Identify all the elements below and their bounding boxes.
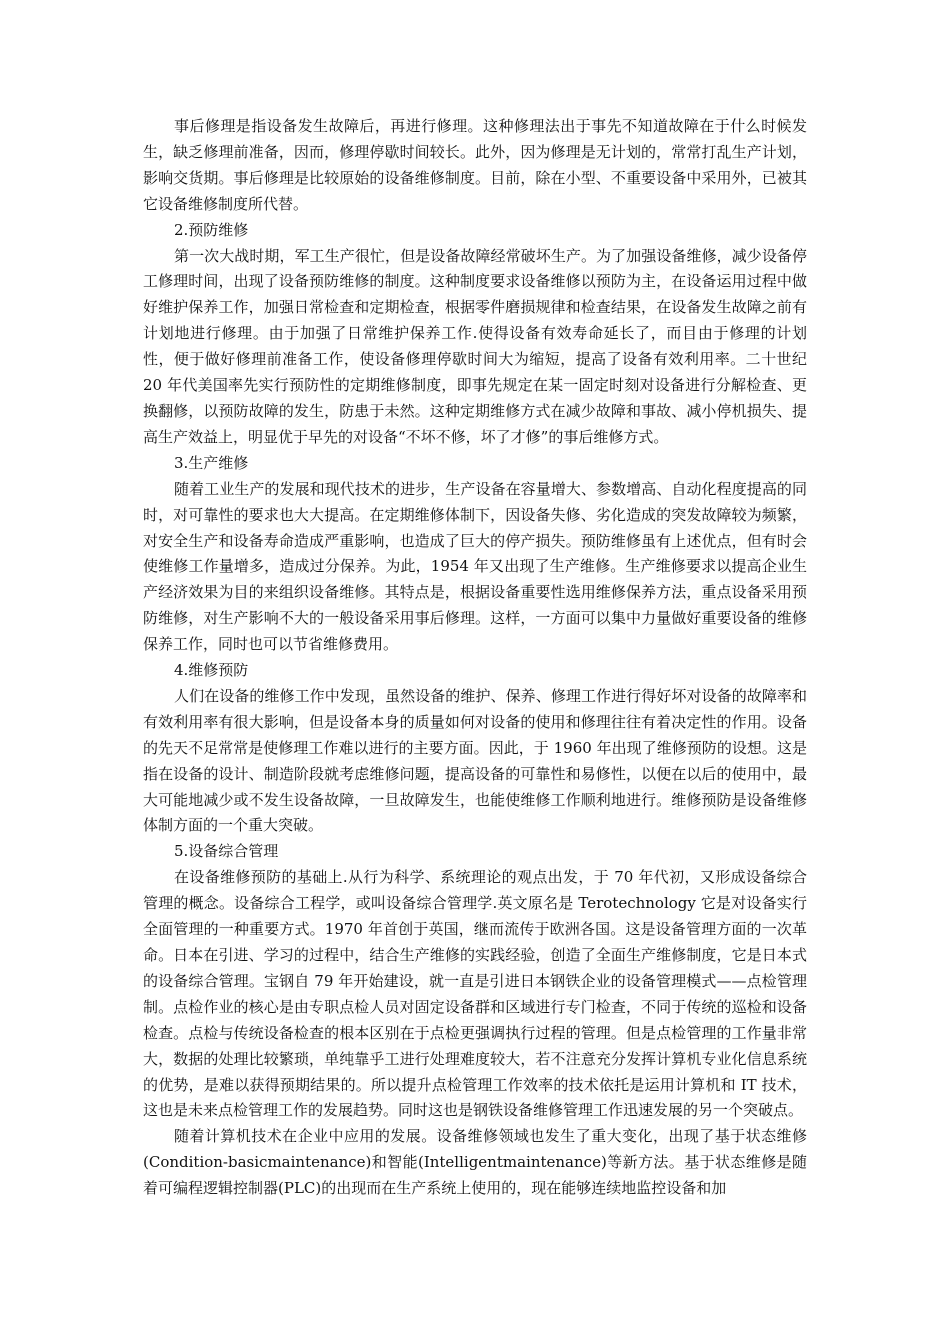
paragraph-computer-based-maintenance: 随着计算机技术在企业中应用的发展。设备维修领域也发生了重大变化，出现了基于状态维修(Condition-basicmaintenance)和智能(Intelligentmaintenance)等新方法。基于状态维修是随着可编程逻辑控制器(PLC)的出现而在生产系统上使用的，现在能够连续地监控设备和加 (143, 1127, 807, 1198)
paragraph-preventive-maintenance: 第一次大战时期，军工生产很忙，但是设备故障经常破坏生产。为了加强设备维修，减少设备停工修理时间，出现了设备预防维修的制度。这种制度要求设备维修以预防为主，在设备运用过程中做好维护保养工作，加强日常检查和定期检查，根据零件磨损规律和检查结果，在设备发生故障之前有计划地进行修理。由于加强了日常维护保养工作.使得设备有效寿命延长了，而目由于修理的计划性，便于做好修理前准备工作，使设备修理停歇时间大为缩短，提高了设备有效利用率。二十世纪 20 年代美国率先实行预防性的定期维修制度，即事先规定在某一固定时刻对设备进行分解检查、更换翻修，以预防故障的发生，防患于未然。这种定期维修方式在减少故障和事故、减小停机损失、提高生产效益上，明显优于早先的对设备“不坏不修，坏了才修”的事后维修方式。 (143, 246, 807, 446)
paragraph-comprehensive-management: 在设备维修预防的基础上.从行为科学、系统理论的观点出发，于 70 年代初，又形成设备综合管理的概念。设备综合工程学，或叫设备综合管理学.英文原名是 Terotechnology 它是对设备实行全面管理的一种重要方式。1970 年首创于英国，继而流传于欧洲各国。这是设备管理方面的一次革命。日本在引进、学习的过程中，结合生产维修的实践经验，创造了全面生产维修制度，它是日本式的设备综合管理。宝钢自 79 年开始建设，就一直是引进日本钢铁企业的设备管理模式——点检管理制。点检作业的核心是由专职点检人员对固定设备群和区域进行专门检查，不同于传统的巡检和设备检查。点检与传统设备检查的根本区别在于点检更强调执行过程的管理。但是点检管理的工作量非常大，数据的处理比较繁琐，单纯靠乎工进行处理难度较大，若不注意充分发挥计算机专业化信息系统的优势，是难以获得预期结果的。所以提升点检管理工作效率的技术依托是运用计算机和 IT 技术，这也是未来点检管理工作的发展趋势。同时这也是钢铁设备维修管理工作迅速发展的另一个突破点。 (143, 868, 807, 1120)
section-heading-productive-maintenance: 3.生产维修 (174, 453, 249, 472)
paragraph-maintenance-prevention: 人们在设备的维修工作中发现，虽然设备的维护、保养、修理工作进行得好坏对设备的故障率和有效利用率有很大影响，但是设备本身的质量如何对设备的使用和修理往往有着决定性的作用。设备的先天不足常常是使修理工作难以进行的主要方面。因此，于 1960 年出现了维修预防的设想。这是指在设备的设计、制造阶段就考虑维修问题，提高设备的可靠性和易修性，以便在以后的使用中，最大可能地减少或不发生设备故障，一旦故障发生，也能使维修工作顺利地进行。维修预防是设备维修体制方面的一个重大突破。 (143, 686, 807, 835)
paragraph-productive-maintenance: 随着工业生产的发展和现代技术的进步，生产设备在容量增大、参数增高、自动化程度提高的同时，对可靠性的要求也大大提高。在定期维修体制下，因设备失修、劣化造成的突发故障较为频繁，对安全生产和设备寿命造成严重影响，也造成了巨大的停产损失。预防维修虽有上述优点，但有时会使维修工作量增多，造成过分保养。为此，1954 年又出现了生产维修。生产维修要求以提高企业生产经济效果为目的来组织设备维修。其特点是，根据设备重要性选用维修保养方法，重点设备采用预防维修，对生产影响不大的一般设备采用事后修理。这样，一方面可以集中力量做好重要设备的维修保养工作，同时也可以节省维修费用。 (143, 479, 807, 654)
document-page (143, 114, 807, 1202)
section-heading-comprehensive-management: 5.设备综合管理 (174, 842, 279, 861)
section-heading-maintenance-prevention: 4.维修预防 (174, 661, 249, 680)
section-heading-preventive-maintenance: 2.预防维修 (174, 220, 249, 239)
paragraph-breakdown-maintenance: 事后修理是指设备发生故障后，再进行修理。这种修理法出于事先不知道故障在于什么时候发生，缺乏修理前准备，因而，修理停歇时间较长。此外，因为修理是无计划的，常常打乱生产计划，影响交货期。事后修理是比较原始的设备维修制度。目前，除在小型、不重要设备中采用外，已被其它设备维修制度所代替。 (143, 117, 807, 213)
